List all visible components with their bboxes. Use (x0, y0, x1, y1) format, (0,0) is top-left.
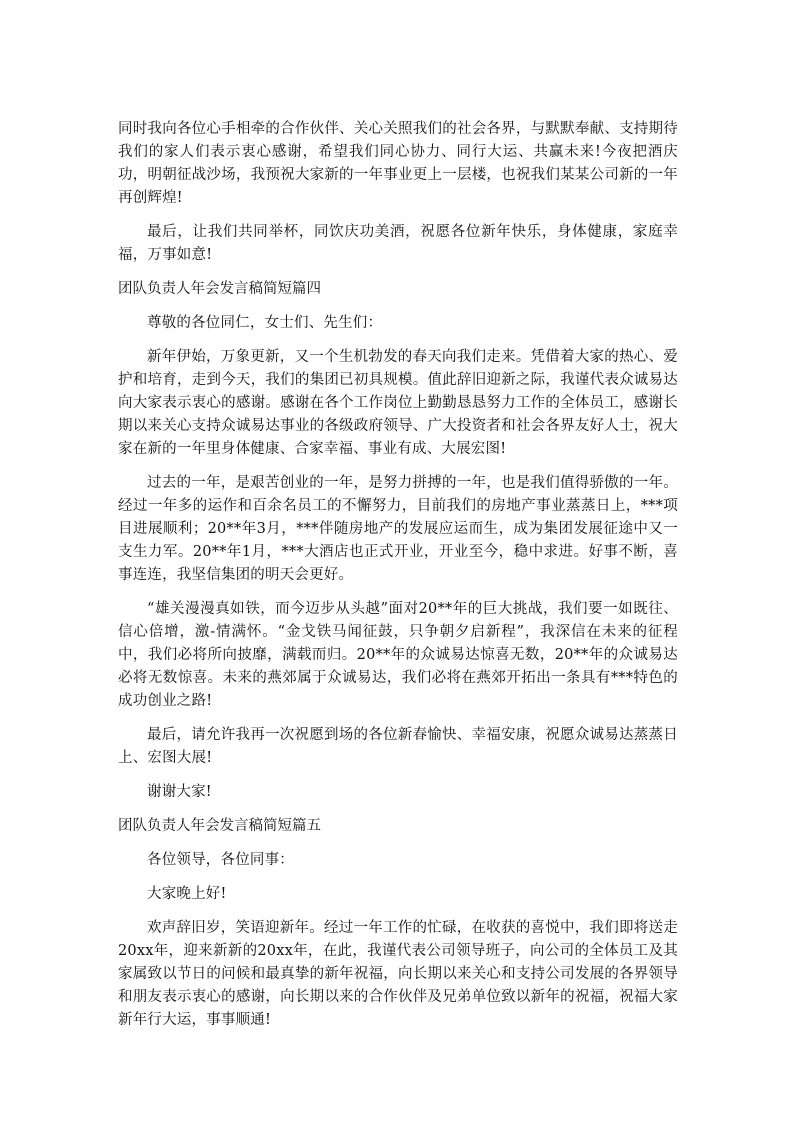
paragraph-closing-thanks: 同时我向各位心手相牵的合作伙伴、关心关照我们的社会各界，与默默奉献、支持期待我们的家人们表示衷心感谢，希望我们同心协力、同行大运、共赢未来!今夜把酒庆功，明朝征战沙场，我预祝大家新的一年事业更上一层楼，也祝我们某某公司新的一年再创辉煌! (118, 121, 678, 206)
document-page (118, 118, 678, 1032)
paragraph-challenge: “雄关漫漫真如铁，而今迈步从头越”面对20**年的巨大挑战，我们要一如既往、信心倍增，激-情满怀。“金戈铁马闻征鼓，只争朝夕启新程”，我深信在未来的征程中，我们必将所向披靡，满载而归。20**年的众诚易达惊喜无数，20**年的众诚易达必将无数惊喜。未来的燕郊属于众诚易达，我们必将在燕郊开拓出一条具有***特色的成功创业之路! (118, 601, 678, 709)
paragraph-celebration: 欢声辞旧岁，笑语迎新年。经过一年工作的忙碌，在收获的喜悦中，我们即将送走20xx年，迎来新新的20xx年，在此，我谨代表公司领导班子，向公司的全体员工及其家属致以节日的问候和最真挚的新年祝福，向长期以来关心和支持公司发展的各界领导和朋友表示衷心的感谢，向长期以来的合作伙伴及兄弟单位致以新年的祝福，祝福大家新年行大运，事事顺通! (118, 920, 678, 1028)
paragraph-new-year: 新年伊始，万象更新，又一个生机勃发的春天向我们走来。凭借着大家的热心、爱护和培育，走到今天，我们的集团已初具规模。值此辞旧迎新之际，我谨代表众诚易达向大家表示衷心的感谢。感谢在各个工作岗位上勤勤恳恳努力工作的全体员工，感谢长期以来关心支持众诚易达事业的各级政府领导、广大投资者和社会各界友好人士，祝大家在新的一年里身体健康、合家幸福、事业有成、大展宏图! (118, 349, 678, 457)
section-heading-5: 团队负责人年会发言稿简短篇五 (118, 818, 321, 834)
paragraph-greeting: 大家晚上好! (147, 886, 227, 902)
paragraph-toast: 最后，让我们共同举杯，同饮庆功美酒，祝愿各位新年快乐，身体健康，家庭幸福，万事如意! (118, 224, 678, 263)
paragraph-final-wish: 最后，请允许我再一次祝愿到场的各位新春愉快、幸福安康，祝愿众诚易达蒸蒸日上、宏图大展! (118, 727, 678, 766)
paragraph-past-year: 过去的一年，是艰苦创业的一年，是努力拼搏的一年，也是我们值得骄傲的一年。经过一年多的运作和百余名员工的不懈努力，目前我们的房地产事业蒸蒸日上，***项目进展顺利；20**年3月，***伴随房地产的发展应运而生，成为集团发展征途中又一支生力军。20**年1月，***大酒店也正式开业，开业至今，稳中求进。好事不断，喜事连连，我坚信集团的明天会更好。 (118, 475, 678, 583)
paragraph-thanks: 谢谢大家! (147, 784, 212, 800)
section-heading-4: 团队负责人年会发言稿简短篇四 (118, 281, 321, 297)
paragraph-salutation-2: 各位领导，各位同事： (147, 852, 294, 868)
paragraph-salutation: 尊敬的各位同仁，女士们、先生们： (147, 315, 383, 331)
